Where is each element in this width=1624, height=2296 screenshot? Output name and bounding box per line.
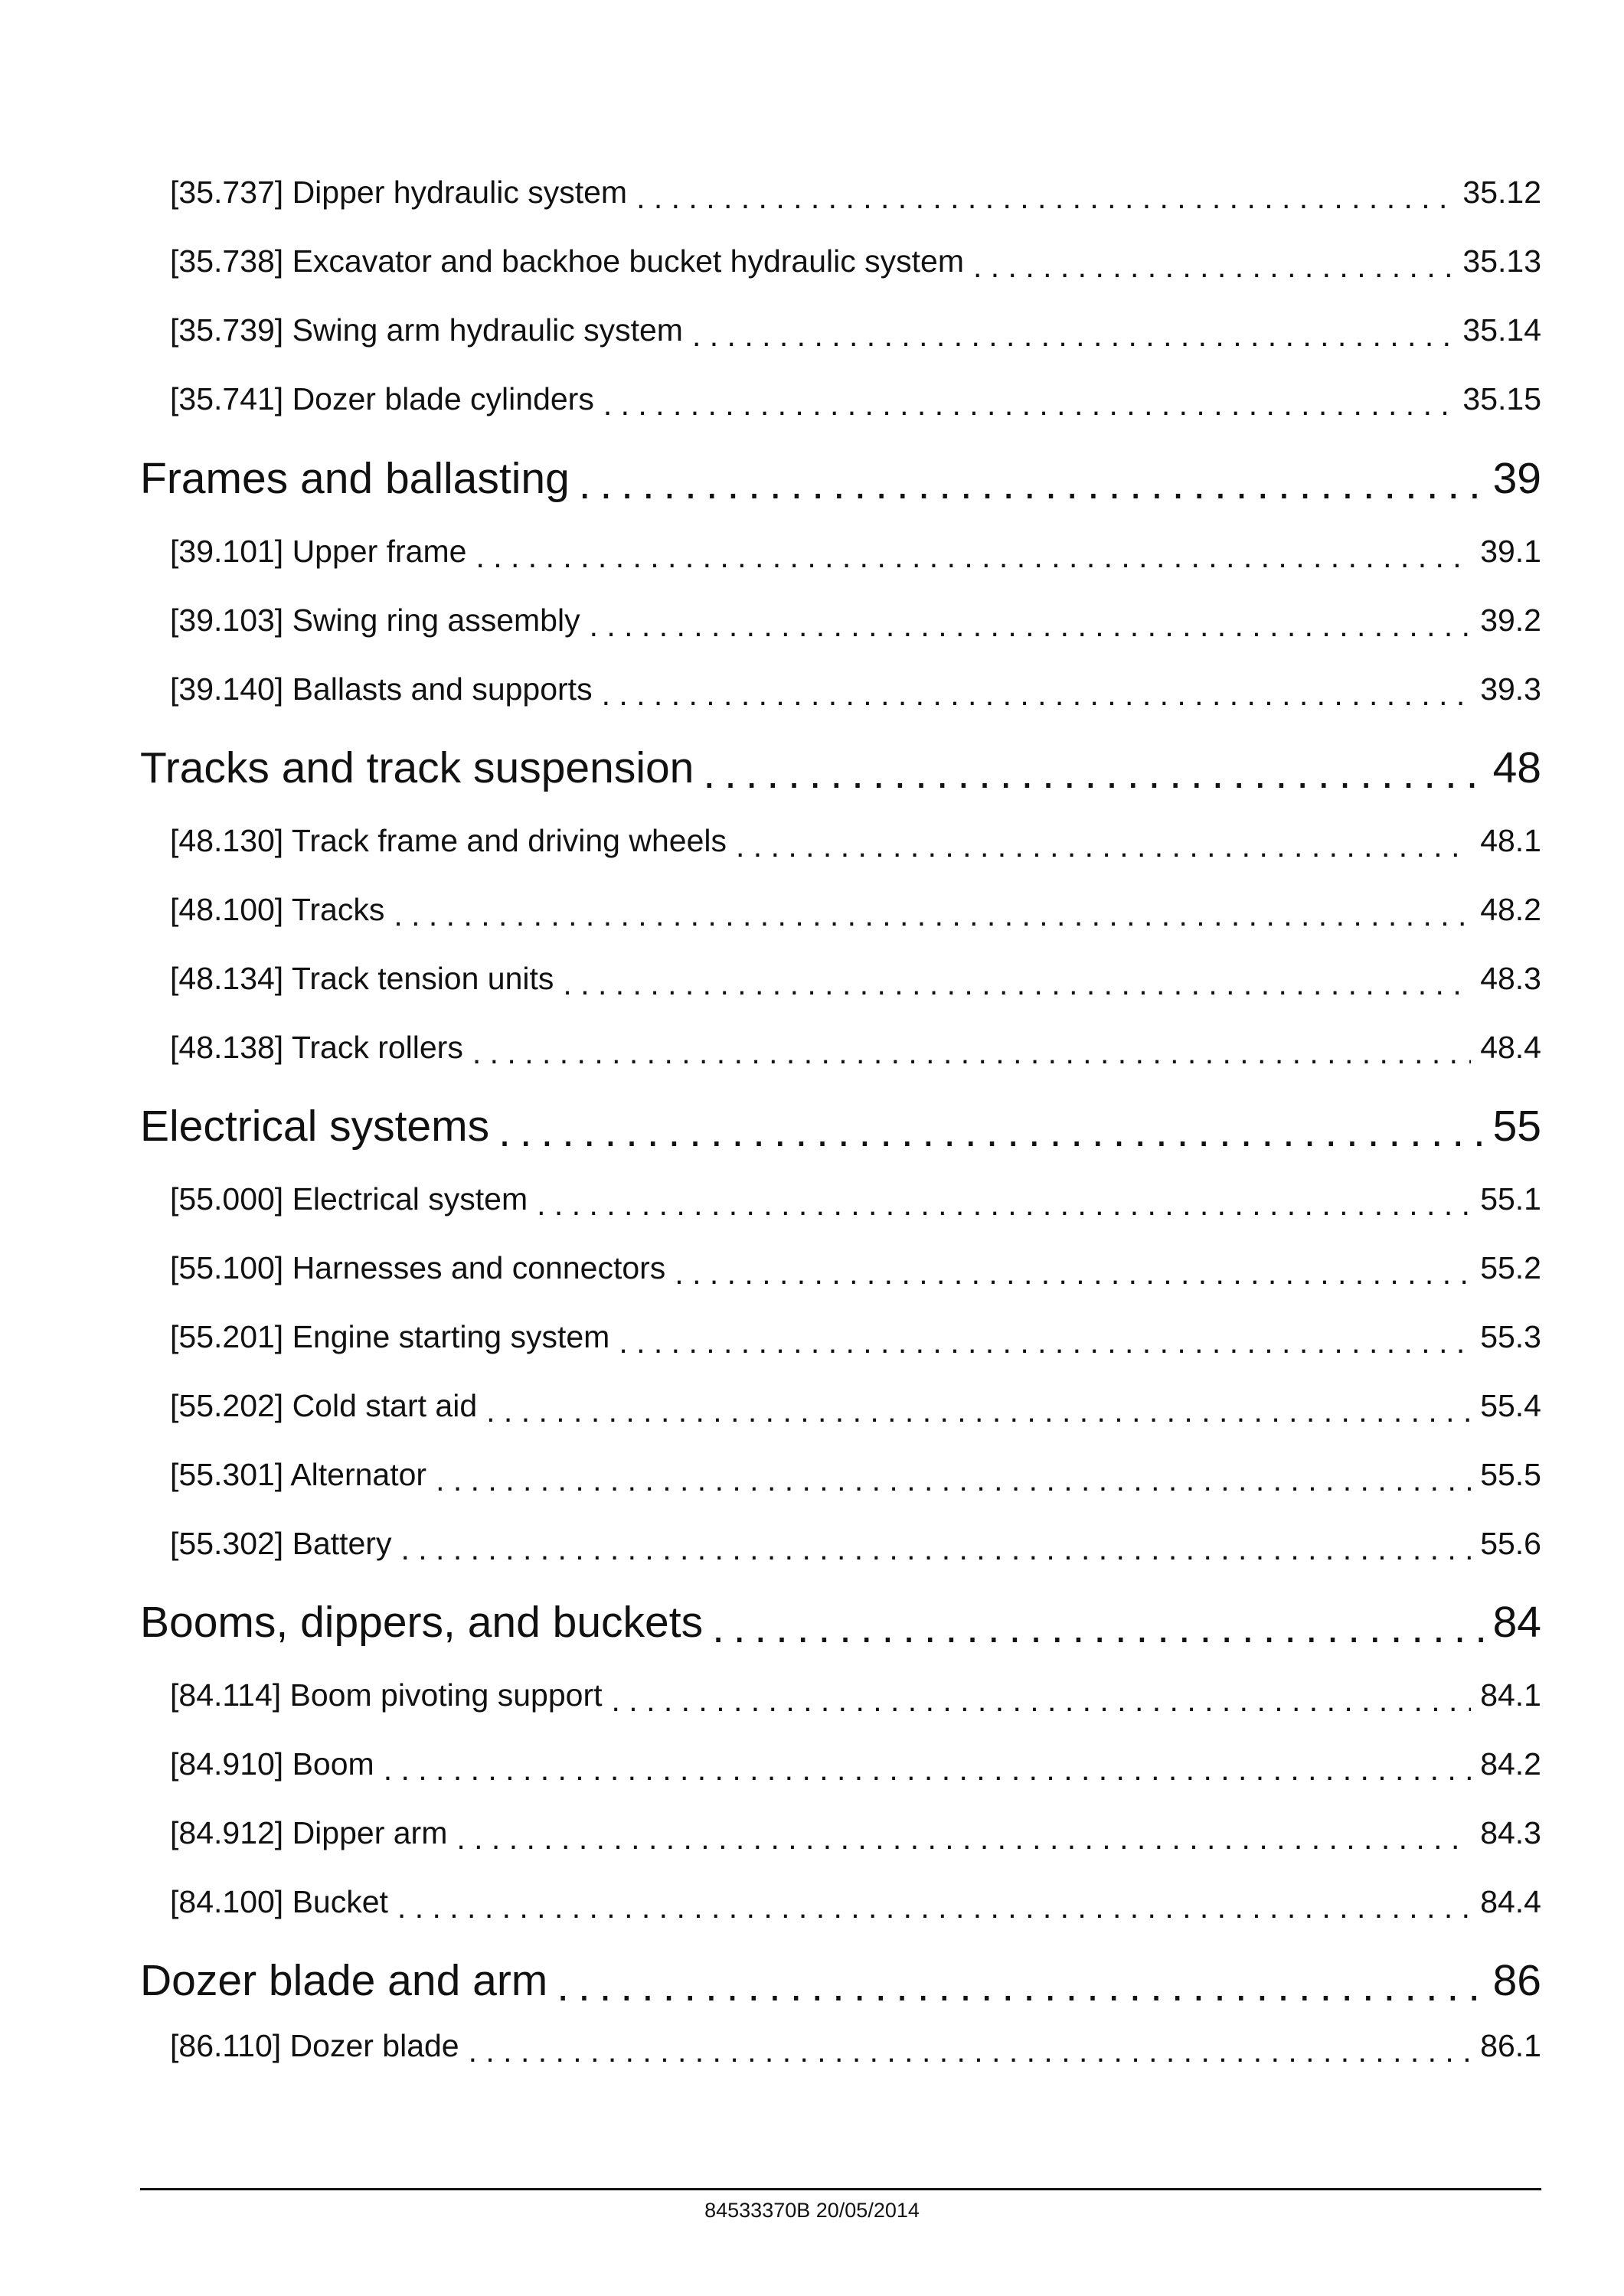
toc-page-number: 39.1 — [1480, 534, 1541, 569]
dot-leader — [397, 1884, 1471, 1930]
dot-leader — [400, 1526, 1471, 1572]
toc-entry-title: [48.138] Track rollers — [170, 1030, 463, 1065]
toc-page-number: 55.6 — [1480, 1526, 1541, 1561]
toc-entry-row[interactable] — [170, 1677, 1541, 1723]
toc-page-number: 84.3 — [1480, 1815, 1541, 1850]
toc-entry-row[interactable] — [170, 1388, 1541, 1434]
dot-leader — [736, 823, 1471, 869]
toc-page-number: 55.2 — [1480, 1250, 1541, 1285]
toc-entry-title: [86.110] Dozer blade — [170, 2028, 459, 2063]
toc-entry-title: [55.100] Harnesses and connectors — [170, 1250, 666, 1285]
toc-entry-title: [84.910] Boom — [170, 1746, 374, 1782]
toc-entry-title: [55.000] Electrical system — [170, 1181, 528, 1217]
toc-entry-row[interactable] — [170, 1181, 1541, 1227]
toc-entry-title: [55.302] Battery — [170, 1526, 392, 1561]
toc-entry-title: [55.202] Cold start aid — [170, 1388, 478, 1423]
toc-entry-row[interactable] — [170, 381, 1541, 427]
toc-entry-row[interactable] — [170, 892, 1541, 938]
footer-document-id: 84533370B 20/05/2014 — [704, 2199, 920, 2222]
toc-section-row[interactable] — [140, 453, 1541, 514]
toc-section-row[interactable] — [140, 743, 1541, 804]
toc-page-number: 86 — [1492, 1956, 1541, 2005]
toc-page-number: 84.1 — [1480, 1677, 1541, 1713]
toc-entry-row[interactable] — [170, 1319, 1541, 1365]
toc-entry-title: [39.101] Upper frame — [170, 534, 467, 569]
toc-page-number: 48.1 — [1480, 823, 1541, 858]
toc-entry-title: [55.201] Engine starting system — [170, 1319, 610, 1354]
toc-page-number: 35.14 — [1462, 312, 1541, 348]
dot-leader — [475, 534, 1471, 580]
toc-page-number: 84.4 — [1480, 1884, 1541, 1919]
dot-leader — [692, 312, 1453, 358]
toc-section-title: Booms, dippers, and buckets — [140, 1598, 704, 1647]
toc-section-row[interactable] — [140, 1101, 1541, 1162]
toc-page-number: 55.3 — [1480, 1319, 1541, 1354]
dot-leader — [557, 1955, 1483, 2017]
dot-leader — [703, 743, 1483, 804]
footer-divider — [140, 2188, 1541, 2190]
toc-section-row[interactable] — [140, 1955, 1541, 2017]
dot-leader — [619, 1319, 1471, 1365]
toc-entry-title: [35.737] Dipper hydraulic system — [170, 175, 628, 210]
toc-entry-row[interactable] — [170, 243, 1541, 289]
dot-leader — [602, 671, 1472, 717]
toc-page-number: 35.13 — [1462, 243, 1541, 279]
toc-entry-title: [39.103] Swing ring assembly — [170, 603, 580, 638]
dot-leader — [579, 453, 1484, 514]
toc-section-title: Frames and ballasting — [140, 454, 570, 503]
dot-leader — [498, 1101, 1484, 1162]
toc-entry-title: [84.912] Dipper arm — [170, 1815, 448, 1850]
toc-page-number: 35.12 — [1462, 175, 1541, 210]
dot-leader — [712, 1597, 1484, 1658]
toc-page-number: 39.2 — [1480, 603, 1541, 638]
toc-page-number: 39 — [1492, 454, 1541, 503]
dot-leader — [612, 1677, 1472, 1723]
toc-section-title: Tracks and track suspension — [140, 743, 694, 792]
toc-entry-title: [48.100] Tracks — [170, 892, 385, 927]
dot-leader — [636, 175, 1453, 220]
toc-entry-title: [35.738] Excavator and backhoe bucket hydraulic system — [170, 243, 964, 279]
dot-leader — [384, 1746, 1472, 1792]
toc-page-number: 86.1 — [1480, 2028, 1541, 2063]
toc-entry-row[interactable] — [170, 1884, 1541, 1930]
toc-page-number: 39.3 — [1480, 671, 1541, 707]
toc-entry-title: [48.134] Track tension units — [170, 961, 554, 996]
dot-leader — [469, 2028, 1472, 2074]
dot-leader — [436, 1457, 1471, 1503]
toc-entry-row[interactable] — [170, 1457, 1541, 1503]
toc-page-number: 84.2 — [1480, 1746, 1541, 1782]
toc-page-number: 35.15 — [1462, 381, 1541, 416]
toc-page-number: 48.2 — [1480, 892, 1541, 927]
toc-page-number: 48.4 — [1480, 1030, 1541, 1065]
toc-section-row[interactable] — [140, 1597, 1541, 1658]
toc-page-number: 55.5 — [1480, 1457, 1541, 1492]
dot-leader — [563, 961, 1471, 1007]
dot-leader — [456, 1815, 1471, 1861]
dot-leader — [486, 1388, 1471, 1434]
dot-leader — [472, 1030, 1471, 1076]
dot-leader — [603, 381, 1454, 427]
toc-page-number: 55.4 — [1480, 1388, 1541, 1423]
toc-entry-row[interactable] — [170, 1815, 1541, 1861]
toc-entry-title: [48.130] Track frame and driving wheels — [170, 823, 727, 858]
toc-entry-row[interactable] — [170, 1746, 1541, 1792]
toc-entry-row[interactable] — [170, 2028, 1541, 2074]
toc-entry-title: [84.100] Bucket — [170, 1884, 388, 1919]
toc-section-title: Dozer blade and arm — [140, 1956, 548, 2005]
toc-page-number: 84 — [1492, 1598, 1541, 1647]
toc-entry-row[interactable] — [170, 823, 1541, 869]
toc-page-number: 55.1 — [1480, 1181, 1541, 1217]
dot-leader — [394, 892, 1471, 938]
toc-entry-row[interactable] — [170, 671, 1541, 717]
dot-leader — [590, 603, 1472, 648]
toc-entry-title: [35.741] Dozer blade cylinders — [170, 381, 594, 416]
dot-leader — [675, 1250, 1471, 1296]
toc-entry-row[interactable] — [170, 1250, 1541, 1296]
dot-leader — [537, 1181, 1471, 1227]
toc-entry-row[interactable] — [170, 1526, 1541, 1572]
toc-entry-row[interactable] — [170, 961, 1541, 1007]
toc-entry-row[interactable] — [170, 603, 1541, 648]
toc-entry-title: [84.114] Boom pivoting support — [170, 1677, 603, 1713]
dot-leader — [973, 243, 1453, 289]
toc-entry-title: [39.140] Ballasts and supports — [170, 671, 593, 707]
toc-entry-title: [35.739] Swing arm hydraulic system — [170, 312, 683, 348]
toc-page-number: 48 — [1492, 743, 1541, 792]
toc-page-number: 48.3 — [1480, 961, 1541, 996]
toc-section-title: Electrical systems — [140, 1102, 490, 1151]
toc-entry-row[interactable] — [170, 175, 1541, 220]
toc-entry-title: [55.301] Alternator — [170, 1457, 427, 1492]
toc-entry-row[interactable] — [170, 1030, 1541, 1076]
toc-entry-row[interactable] — [170, 312, 1541, 358]
toc-page-number: 55 — [1492, 1102, 1541, 1151]
toc-entry-row[interactable] — [170, 534, 1541, 580]
